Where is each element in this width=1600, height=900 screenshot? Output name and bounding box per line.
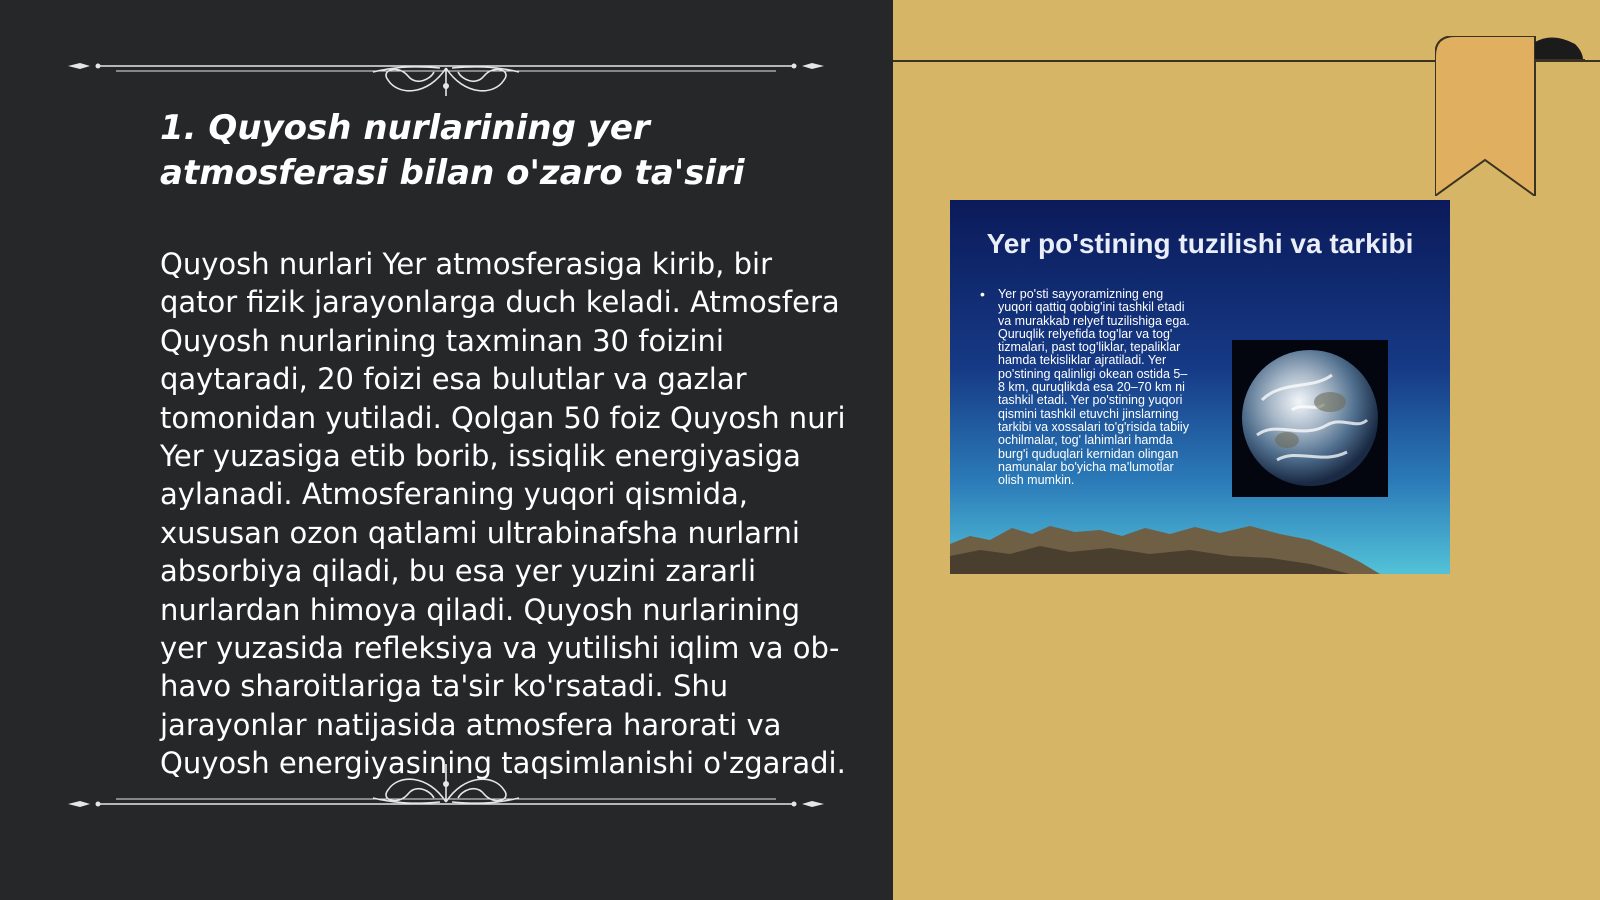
bullet-marker: • [980, 286, 985, 302]
slide-body-text: Quyosh nurlari Yer atmosferasiga kirib, bir qator fizik jarayonlarga duch keladi. Atmosfera Quyosh nurlarining taxminan 30 foizini qaytaradi, 20 foizi esa bulutlar va gazlar tomonidan yutiladi. Qolgan 50 foiz Quyosh nuri Yer yuzasiga etib borib, issiqlik energiyasiga aylanadi. Atmosferaning yuqori qismida, xususan ozon qatlami ultrabinafsha nurlarni absorbiya qiladi, bu esa yer yuzini zararli nurlardan himoya qiladi. Quyosh nurlarining yer yuzasida refleksiya va yutilishi iqlim va ob-havo sharoitlariga ta'sir ko'rsatadi. Shu jarayonlar natijasida atmosfera harorati va Quyosh energiyasining taqsimlanishi o'zgaradi. [160, 247, 846, 781]
embedded-slide-bullet-text: Yer po'sti sayyoramizning eng yuqori qattiq qobig'ini tashkil etadi va murakkab relyef tuzilishiga ega. Quruqlik relyefida tog'lar va tog' tizmalari, past tog'liklar, tepaliklar hamda tekisliklar ajratiladi. Yer po'stining qalinligi okean ostida 5–8 km, quruqlikda esa 20–70 km ni tashkil etadi. Yer po'stining yuqori qismini tashkil etuvchi jinslarning tarkibi va xossalari to'g'risida tabiiy ochilmalar, tog' lahimlari hamda burg'i quduqlari kernidan olingan namunalar bo'yicha ma'lumotlar olish mumkin. [998, 287, 1190, 488]
embedded-slide-title: Yer po'stining tuzilishi va tarkibi [986, 228, 1414, 259]
embedded-slide-image [950, 200, 1450, 574]
slide-title: 1. Quyosh nurlarining yer atmosferasi bilan o'zaro ta'siri [160, 108, 745, 193]
mountain-silhouette [950, 522, 1450, 574]
scroll-divider-icon [68, 764, 824, 824]
bookmark-icon [1435, 36, 1585, 196]
earth-globe-icon [1232, 340, 1388, 497]
earth-image-frame [1232, 340, 1388, 497]
scroll-divider-icon [68, 36, 824, 96]
